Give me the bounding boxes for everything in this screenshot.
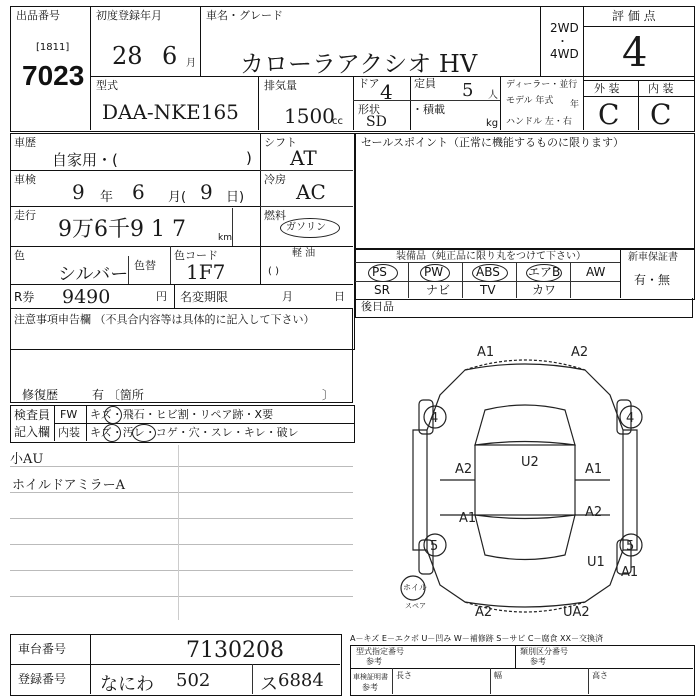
handwritten-note-2: ホイルドアミラーA <box>12 478 125 493</box>
equip-airbag: エアB <box>528 265 561 279</box>
equip-sr: SR <box>374 283 390 297</box>
car-damage-diagram <box>395 340 655 620</box>
abs-circle <box>472 264 508 282</box>
interior-circle-2 <box>132 424 156 442</box>
shift-value: AT <box>290 146 317 170</box>
interior-row-label: 内装 <box>58 426 80 439</box>
equip-aw: AW <box>586 265 606 279</box>
interior-circle-1 <box>103 424 121 442</box>
mileage-label: 走行 <box>14 209 36 222</box>
wd2-label: 2WD <box>550 21 579 35</box>
lot-label: 出品番号 <box>16 9 60 22</box>
mark-left-front-door: A2 <box>455 462 473 477</box>
tc-month: 月 <box>282 290 293 303</box>
repair-label: 修復歴 <box>22 388 59 402</box>
reg-class: 502 <box>176 670 211 691</box>
rear-window <box>475 515 575 560</box>
history-value: 自家用・( <box>52 151 118 169</box>
spare-note: ホイル <box>403 583 427 592</box>
load-label: ・積載 <box>412 103 445 116</box>
color-code-label: 色コード <box>174 249 218 262</box>
fuel-gas: ガソリン <box>286 222 326 233</box>
wd4-label: 4WD <box>550 47 579 61</box>
history-label: 車歴 <box>14 136 36 149</box>
lot-number: 7023 <box>22 60 85 91</box>
length-label: 長さ <box>396 671 412 680</box>
ps-circle <box>368 264 398 282</box>
ac-value: AC <box>296 180 326 204</box>
warranty-label: 新車保証書 <box>628 252 678 263</box>
equip-pw: PW <box>424 265 444 279</box>
inspection-label: 車検 <box>14 173 36 186</box>
after-market-box <box>355 298 693 318</box>
insp-year: 9 <box>72 180 85 204</box>
first-reg-label: 初度登録年月 <box>96 9 162 22</box>
body-outline <box>427 364 623 607</box>
fuel-diesel: 軽 油 <box>292 248 316 259</box>
airbag-circle <box>526 264 562 282</box>
model-label: 型式 <box>96 79 118 92</box>
color-change-label: 色替 <box>134 259 156 272</box>
reg-kana: ス <box>260 674 278 695</box>
insp-day: 9 <box>200 180 213 204</box>
grade-label: 評 価 点 <box>612 9 656 23</box>
chassis-value: 7130208 <box>186 638 284 663</box>
grade-value: 4 <box>622 30 648 76</box>
chassis-label: 車台番号 <box>18 642 67 656</box>
handwritten-note-1: 小AU <box>10 452 44 467</box>
name-grade-label: 車名・グレード <box>206 9 283 22</box>
tc-day: 日 <box>334 290 345 303</box>
notes-label: 注意事項申告欄 （不具合内容等は具体的に記入して下さい） <box>14 313 315 326</box>
width-label: 幅 <box>494 671 502 680</box>
mark-wheel-fr: 4 <box>626 411 635 426</box>
interior-label: 内 装 <box>648 82 674 95</box>
dealer-label: ディーラー・並行 <box>506 80 578 90</box>
equip-abs: ABS <box>476 265 500 279</box>
year-unit: 年 <box>570 100 580 110</box>
insp-year-unit: 年 <box>100 190 114 205</box>
month-unit: 月 <box>186 58 196 69</box>
mark-left-rear-door: A1 <box>459 511 477 526</box>
capacity-value: 5 <box>462 80 474 101</box>
reg-area: なにわ <box>100 674 154 695</box>
mark-rear-bottom-left: A2 <box>475 605 493 620</box>
ac-label: 冷房 <box>264 173 286 186</box>
displacement-label: 排気量 <box>264 79 297 92</box>
model-value: DAA-NKE165 <box>102 100 239 124</box>
history-close: ) <box>246 149 252 167</box>
repair-value: 有 〔箇所 <box>92 388 144 402</box>
insp-day-unit: 日) <box>226 190 245 205</box>
capacity-label: 定員 <box>414 77 436 90</box>
fw-circle <box>104 406 122 424</box>
model-year-label: モデル 年式 <box>506 96 554 106</box>
person-unit: 人 <box>488 90 498 101</box>
first-reg-year: 28 <box>112 42 143 70</box>
fuel-paren: ( ) <box>268 266 279 277</box>
shape-value: SD <box>366 114 387 130</box>
insp-month: 6 <box>132 180 145 204</box>
mark-wheel-rr: 5 <box>626 539 635 554</box>
door-label: ドア <box>358 77 380 90</box>
shift-label: シフト <box>264 136 297 149</box>
inspector-label-2: 記入欄 <box>14 425 51 439</box>
equip-ps: PS <box>372 265 387 279</box>
mark-top-left: A1 <box>477 345 495 360</box>
after-market-label: 後日品 <box>361 300 394 313</box>
yen-unit: 円 <box>156 290 167 303</box>
damage-legend: A－キズ E－エクボ U－凹み W－補修跡 S－サビ C－腐食 XX－交換済 <box>350 634 604 643</box>
spare-sub: スペア <box>405 602 426 610</box>
exterior-value: C <box>598 98 620 131</box>
equip-navi: ナビ <box>426 283 451 297</box>
color-code-value: 1F7 <box>186 260 226 284</box>
interior-items: キズ・汚レ・コゲ・穴・スレ・キレ・破レ <box>90 426 299 439</box>
inspector-label-1: 検査員 <box>14 408 51 422</box>
kg-unit: kg <box>486 118 499 129</box>
mark-roof: U2 <box>521 455 539 470</box>
exterior-label: 外 装 <box>594 82 620 95</box>
equipment-label: 装備品（純正品に限り丸をつけて下さい） <box>396 251 586 262</box>
mark-right-front-door: A1 <box>585 462 603 477</box>
interior-value: C <box>650 98 672 131</box>
reg-number: 6884 <box>278 670 324 691</box>
class-label: 類別区分番号 <box>520 647 568 656</box>
pw-circle <box>420 264 450 282</box>
fuel-gas-circle <box>280 218 340 238</box>
lot-sub: [1811] <box>36 42 70 53</box>
fw-items: キズ・飛石・ヒビ割・リペア跡・X要 <box>90 408 274 421</box>
km-unit: km <box>218 233 232 243</box>
shape-label: 形状 <box>358 103 380 116</box>
color-label: 色 <box>14 249 25 262</box>
sales-point-box <box>355 133 695 250</box>
type-cert-ref: 参考 <box>366 657 382 666</box>
fuel-label: 燃料 <box>264 209 286 222</box>
reg-cert-ref: 参考 <box>362 683 378 692</box>
handle-label: ハンドル 左・右 <box>506 117 572 127</box>
windshield <box>475 405 575 445</box>
recycle-value: 9490 <box>62 286 111 308</box>
mark-rear-bottom-right: UA2 <box>563 605 590 620</box>
notes-box <box>10 308 353 403</box>
type-cert-label: 型式指定番号 <box>356 647 404 656</box>
fw-label: FW <box>60 408 78 421</box>
reg-label: 登録番号 <box>18 672 67 686</box>
wd-dot: ・ <box>557 35 568 48</box>
mark-top-right: A2 <box>571 345 589 360</box>
door-value: 4 <box>380 80 393 104</box>
equip-tv: TV <box>480 283 496 297</box>
first-reg-month: 6 <box>162 42 178 70</box>
mark-rear-right-1: U1 <box>587 555 605 570</box>
repair-close: 〕 <box>322 388 335 402</box>
color-value: シルバー <box>58 264 129 285</box>
displacement-value: 1500 <box>284 104 335 128</box>
mark-wheel-fl: 4 <box>430 411 439 426</box>
sales-point-label: セールスポイント（正常に機能するものに限ります） <box>361 136 625 149</box>
cc-unit: cc <box>332 116 343 127</box>
mark-rear-right-2: A1 <box>621 565 639 580</box>
name-grade-value: カローラアクシオ HV <box>240 50 478 78</box>
warranty-value: 有・無 <box>634 273 671 287</box>
mark-right-rear-door: A2 <box>585 505 603 520</box>
insp-month-unit: 月( <box>168 190 187 205</box>
equip-leather: カワ <box>532 283 557 297</box>
mileage-value: 9万6千9 1 7 <box>58 217 186 242</box>
class-ref: 参考 <box>530 657 546 666</box>
reg-cert-label: 車検証明書 <box>353 673 388 681</box>
title-change-label: 名変期限 <box>180 290 229 304</box>
mark-wheel-rl: 5 <box>430 539 439 554</box>
recycle-label: R券 <box>14 290 35 304</box>
height-label: 高さ <box>592 671 608 680</box>
